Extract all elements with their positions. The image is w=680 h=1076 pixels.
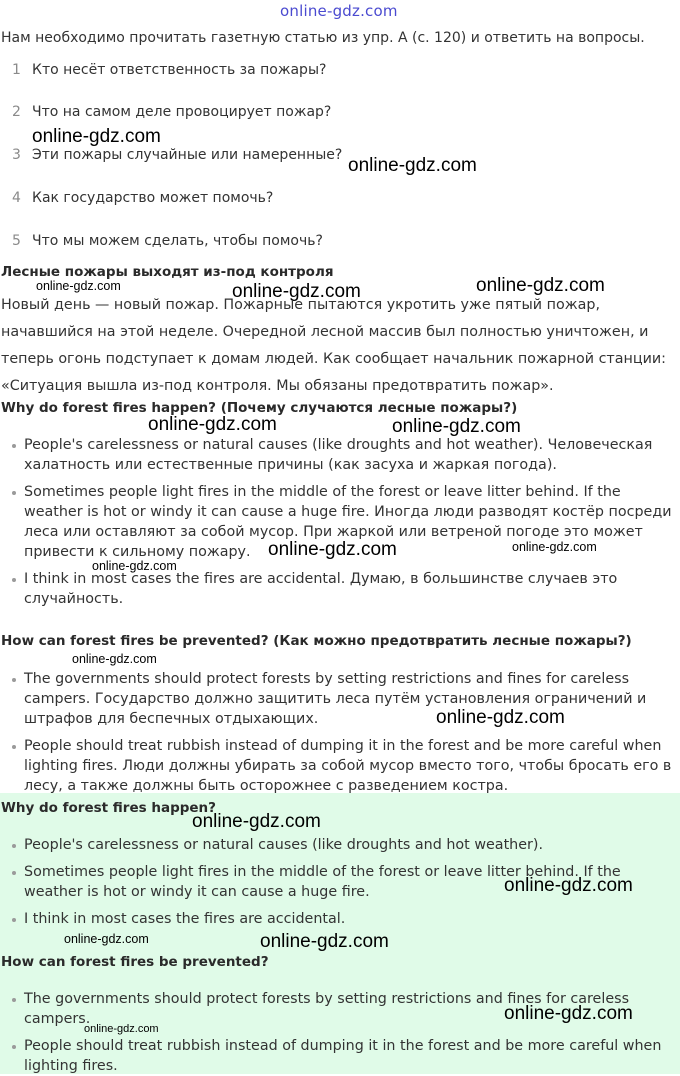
watermark: online-gdz.com bbox=[260, 931, 389, 952]
question-item bbox=[12, 233, 323, 249]
watermark: online-gdz.com bbox=[72, 652, 157, 666]
bullet bbox=[12, 871, 16, 875]
answer-item: Sometimes people light fires in the middle of the forest or leave litter behind. If the weather is hot or windy it can cause a huge fire. bbox=[24, 864, 621, 900]
section2-heading: How can forest fires be prevented? (Как можно предотвратить лесные пожары?) bbox=[1, 633, 632, 649]
watermark: online-gdz.com bbox=[36, 279, 121, 293]
watermark: online-gdz.com bbox=[84, 1023, 159, 1035]
bullet bbox=[12, 444, 16, 448]
bullet bbox=[12, 844, 16, 848]
watermark: online-gdz.com bbox=[348, 155, 477, 176]
article-text: Новый день — новый пожар. Пожарные пытаются укротить уже пятый пожар, начавшийся на этой неделе. Очередной лесной массив был полностью уничтожен, и теперь огонь подступает к домам людей. Как сообщает начальник пожарной станции: «Ситуация вышла из-под контроля. Мы обязаны предотвратить пожар». bbox=[1, 297, 666, 394]
question-item bbox=[12, 62, 326, 78]
watermark: online-gdz.com bbox=[64, 932, 149, 946]
site-title[interactable]: online-gdz.com bbox=[280, 2, 398, 20]
section2-item: People should treat rubbish instead of dumping it in the forest and be more careful when lighting fires. Люди должны убирать за собой мусор вместо того, чтобы бросать его в лесу, а также должны быть осторожнее с разведением костра. bbox=[24, 738, 672, 794]
watermark: online-gdz.com bbox=[436, 707, 565, 728]
question-number: 1 bbox=[12, 62, 21, 78]
question-number: 5 bbox=[12, 233, 21, 249]
answer-heading-2: How can forest fires be prevented? bbox=[1, 954, 269, 970]
intro-text: Нам необходимо прочитать газетную статью из упр. А (с. 120) и ответить на вопросы. bbox=[1, 30, 645, 46]
watermark: online-gdz.com bbox=[504, 875, 633, 896]
question-number: 2 bbox=[12, 104, 21, 120]
watermark: online-gdz.com bbox=[148, 414, 277, 435]
watermark: online-gdz.com bbox=[32, 126, 161, 147]
answer-item: People should treat rubbish instead of dumping it in the forest and be more careful when lighting fires. bbox=[24, 1038, 662, 1074]
question-text: Кто несёт ответственность за пожары? bbox=[32, 62, 327, 78]
question-number: 4 bbox=[12, 190, 21, 206]
bullet bbox=[12, 998, 16, 1002]
watermark: online-gdz.com bbox=[268, 539, 397, 560]
article-heading: Лесные пожары выходят из-под контроля bbox=[1, 264, 334, 280]
answer-heading-1: Why do forest fires happen? bbox=[1, 800, 216, 816]
bullet bbox=[12, 745, 16, 749]
watermark: online-gdz.com bbox=[232, 281, 361, 302]
bullet bbox=[12, 918, 16, 922]
question-text: Эти пожары случайные или намеренные? bbox=[32, 147, 343, 163]
section1-heading: Why do forest fires happen? (Почему случаются лесные пожары?) bbox=[1, 400, 518, 416]
answer-item: I think in most cases the fires are accidental. bbox=[24, 911, 346, 927]
section1-item: I think in most cases the fires are accidental. Думаю, в большинстве случаев это случайность. bbox=[24, 571, 618, 607]
bullet bbox=[12, 678, 16, 682]
watermark: online-gdz.com bbox=[476, 275, 605, 296]
section1-item: Sometimes people light fires in the middle of the forest or leave litter behind. If the weather is hot or windy it can cause a huge fire. Иногда люди разводят костёр посреди леса или оставляют за собой мусор. При жаркой или ветреной погоде это может привести к сильному пожару. bbox=[24, 484, 672, 560]
watermark: online-gdz.com bbox=[512, 540, 597, 554]
watermark: online-gdz.com bbox=[92, 559, 177, 573]
watermark: online-gdz.com bbox=[392, 416, 521, 437]
answer-item: People's carelessness or natural causes (like droughts and hot weather). bbox=[24, 837, 544, 853]
question-number: 3 bbox=[12, 147, 21, 163]
watermark: online-gdz.com bbox=[504, 1003, 633, 1024]
bullet bbox=[12, 1045, 16, 1049]
question-text: Что на самом деле провоцирует пожар? bbox=[32, 104, 332, 120]
question-text: Что мы можем сделать, чтобы помочь? bbox=[32, 233, 323, 249]
watermark: online-gdz.com bbox=[192, 811, 321, 832]
bullet bbox=[12, 578, 16, 582]
question-item bbox=[12, 104, 331, 120]
question-item bbox=[12, 190, 273, 206]
section1-item: People's carelessness or natural causes (like droughts and hot weather). Человеческая халатность или естественные причины (как засуха и жаркая погода). bbox=[24, 437, 653, 473]
question-text: Как государство может помочь? bbox=[32, 190, 274, 206]
bullet bbox=[12, 491, 16, 495]
section2-item: The governments should protect forests by setting restrictions and fines for careless campers. Государство должно защитить леса путём установления ограничений и штрафов для беспечных отдыхающих. bbox=[24, 671, 647, 727]
answer-item: The governments should protect forests by setting restrictions and fines for careless campers. bbox=[24, 991, 630, 1027]
question-item bbox=[12, 147, 342, 163]
